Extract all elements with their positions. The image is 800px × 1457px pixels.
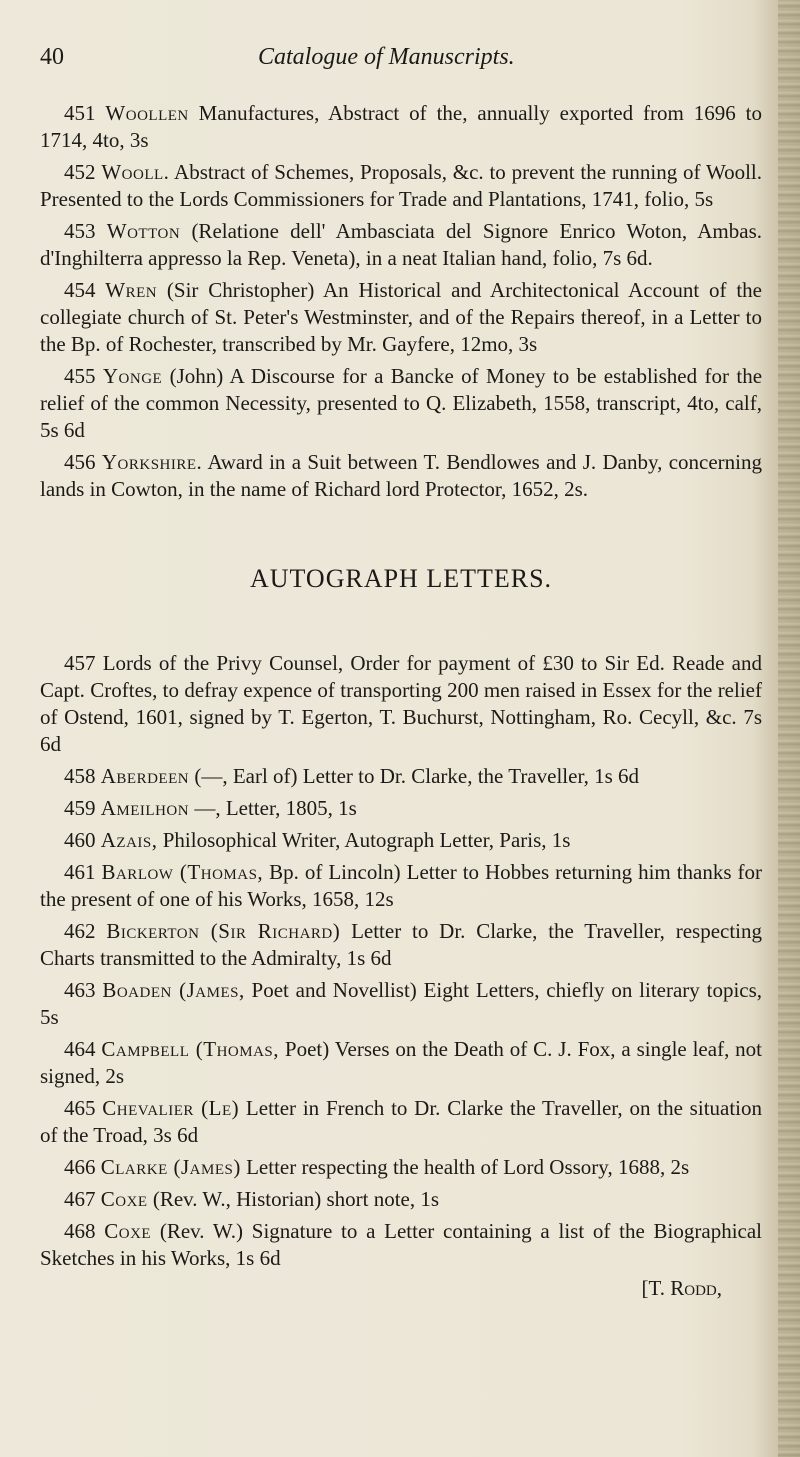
entry-number: 463 (64, 978, 96, 1002)
catalogue-entry (40, 1186, 762, 1213)
entry-text: Philosophical Writer, Autograph Letter, Paris, 1s (162, 828, 571, 852)
catalogue-entry (40, 795, 762, 822)
entry-text: Abstract of Schemes, Proposals, &c. to prevent the running of Wooll. Presented to the Lords Commissioners for Trade and Plantations, 1741, folio, 5s (40, 160, 763, 211)
entry-text: (Rev. W.) Signature to a Letter containing a list of the Biographical Sketches in his Works, 1s 6d (40, 1219, 763, 1270)
entry-name: Ameilhon (100, 796, 190, 820)
entry-name: Aberdeen (100, 764, 190, 788)
entry-name: Azais, (100, 828, 158, 852)
entry-number: 454 (64, 278, 96, 302)
entry-text: Manufactures, Abstract of the, annually exported from 1696 to 1714, 4to, 3s (40, 101, 763, 152)
entry-name: Coxe (104, 1219, 152, 1243)
catchword: [T. Rodd, (641, 1276, 722, 1300)
catalogue-entry (40, 918, 762, 972)
entry-name: Campbell (Thomas, (101, 1037, 280, 1061)
manuscript-entries (40, 100, 762, 503)
catalogue-entry (40, 1095, 762, 1149)
entry-number: 455 (64, 364, 96, 388)
entry-number: 457 (64, 651, 96, 675)
entry-name: Coxe (100, 1187, 148, 1211)
entry-number: 462 (64, 919, 96, 943)
entry-number: 466 (64, 1155, 96, 1179)
entry-name: Bickerton (Sir Richard) (106, 919, 341, 943)
catalogue-entry (40, 218, 762, 272)
page-number: 40 (40, 44, 64, 70)
catalogue-entry (40, 827, 762, 854)
entry-text: Lords of the Privy Counsel, Order for payment of £30 to Sir Ed. Reade and Capt. Croftes, to defray expence of transporting 200 men raised in Essex for the relief of Ostend, 1601, signed by T. Egerton, T. Buchurst, Nottingham, Ro. Cecyll, &c. 7s 6d (40, 651, 762, 756)
entry-text: (Rev. W., Historian) short note, 1s (152, 1187, 440, 1211)
entry-number: 456 (64, 450, 96, 474)
entry-text: Poet) Verses on the Death of C. J. Fox, a single leaf, not signed, 2s (40, 1037, 763, 1088)
entry-name: Woollen (105, 101, 189, 125)
entry-number: 467 (64, 1187, 96, 1211)
catalogue-entry (40, 100, 762, 154)
entry-name: Yonge (102, 364, 163, 388)
entry-text: (Relatione dell' Ambasciata del Signore Enrico Woton, Ambas. d'Inghilterra appresso la Rep. Veneta), in a neat Italian hand, folio, 7s 6d. (40, 219, 762, 270)
entry-name: Chevalier (Le) (102, 1096, 240, 1120)
catalogue-entry (40, 859, 762, 913)
entry-number: 464 (64, 1037, 96, 1061)
catalogue-entry (40, 277, 762, 358)
entry-text: (John) A Discourse for a Bancke of Money to be established for the relief of the common Necessity, presented to Q. Elizabeth, 1558, transcript, 4to, calf, 5s 6d (40, 364, 763, 442)
entry-text: (Sir Christopher) An Historical and Architectonical Account of the collegiate church of St. Peter's Westminster, and of the Repairs thereof, in a Letter to the Bp. of Rochester, transcribed by Mr. Gayfere, 12mo, 3s (40, 278, 762, 356)
entry-number: 453 (64, 219, 96, 243)
entry-name: Clarke (James) (100, 1155, 241, 1179)
entry-number: 459 (64, 796, 96, 820)
entry-text: —, Letter, 1805, 1s (194, 796, 357, 820)
catalogue-entry (40, 159, 762, 213)
entry-number: 465 (64, 1096, 96, 1120)
catalogue-entry (40, 1154, 762, 1181)
entry-number: 460 (64, 828, 96, 852)
entry-text: Letter to Dr. Clarke, the Traveller, respecting Charts transmitted to the Admiralty, 1s 6d (40, 919, 763, 970)
entry-text: Poet and Novellist) Eight Letters, chiefly on literary topics, 5s (40, 978, 763, 1029)
entry-number: 458 (64, 764, 96, 788)
autograph-entries (40, 650, 762, 1272)
catalogue-entry (40, 449, 762, 503)
page-header (40, 44, 720, 80)
entry-number: 452 (64, 160, 96, 184)
entry-text: Letter respecting the health of Lord Ossory, 1688, 2s (246, 1155, 690, 1179)
page-edge (778, 0, 800, 1457)
catalogue-entry (40, 763, 762, 790)
catalogue-entry (40, 650, 762, 758)
entry-number: 461 (64, 860, 96, 884)
entry-name: Wren (105, 278, 158, 302)
page-body (40, 100, 762, 1302)
catalogue-entry (40, 363, 762, 444)
entry-text: (—, Earl of) Letter to Dr. Clarke, the Traveller, 1s 6d (194, 764, 640, 788)
catalogue-entry (40, 1218, 762, 1272)
entry-name: Boaden (James, (102, 978, 245, 1002)
entry-number: 451 (64, 101, 96, 125)
entry-text: Bp. of Lincoln) Letter to Hobbes returning him thanks for the present of one of his Works, 1658, 12s (40, 860, 762, 911)
entry-name: Yorkshire. (101, 450, 203, 474)
catalogue-entry (40, 1036, 762, 1090)
entry-text: Letter in French to Dr. Clarke the Traveller, on the situation of the Troad, 3s 6d (40, 1096, 763, 1147)
entry-text: Award in a Suit between T. Bendlowes and J. Danby, concerning lands in Cowton, in the name of Richard lord Protector, 1652, 2s. (40, 450, 763, 501)
entry-number: 468 (64, 1219, 96, 1243)
entry-name: Wooll. (101, 160, 170, 184)
catalogue-entry (40, 977, 762, 1031)
running-title: Catalogue of Manuscripts. (258, 44, 515, 70)
section-heading: AUTOGRAPH LETTERS. (249, 564, 553, 593)
entry-name: Wotton (106, 219, 181, 243)
entry-name: Barlow (Thomas, (101, 860, 264, 884)
